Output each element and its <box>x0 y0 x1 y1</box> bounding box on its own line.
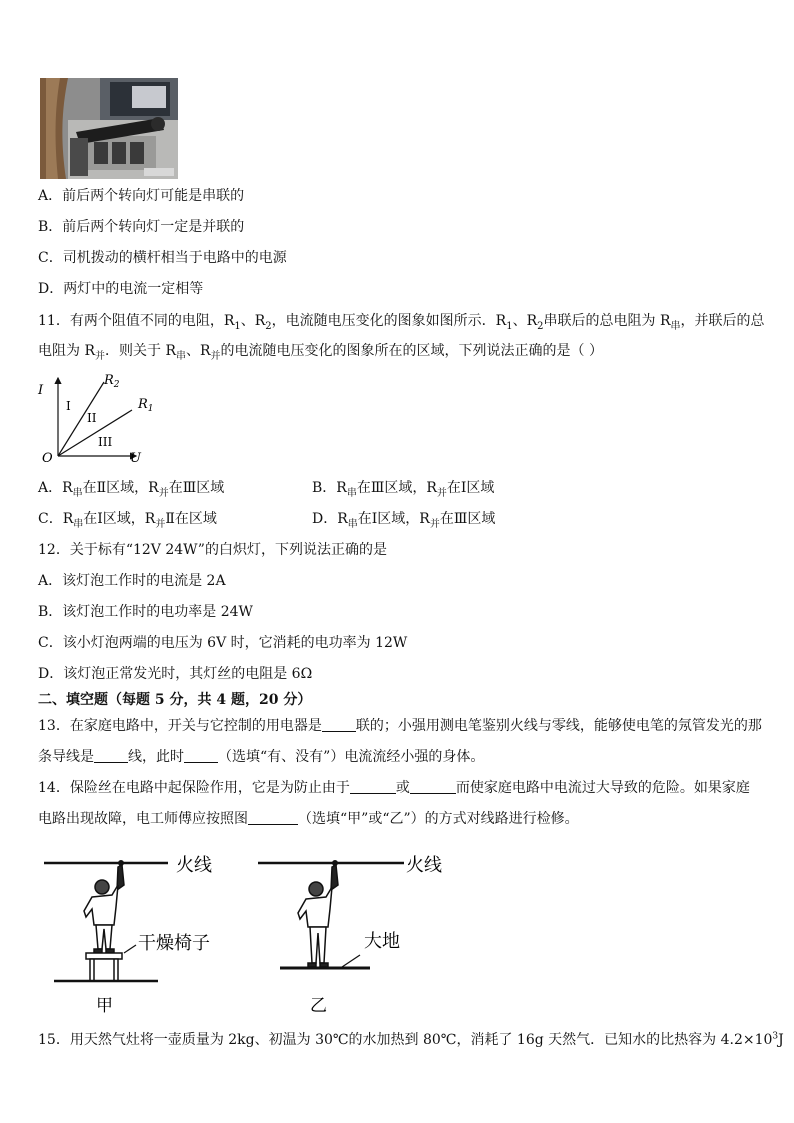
q10-option-b: B．前后两个转向灯一定是并联的 <box>38 219 245 235</box>
origin-label: O <box>42 451 53 466</box>
person-figure <box>84 865 124 953</box>
q14-blank-1[interactable] <box>350 779 396 794</box>
r2-label: $R_2$ <box>104 373 120 390</box>
live-wire-label: 火线 <box>406 855 442 876</box>
q13-blank-2[interactable] <box>94 748 128 763</box>
q15-stem: 15．用天然气灶将一壶质量为 2kg、初温为 30℃的水加热到 80℃，消耗了 16g 天然气．已知水的比热容为 $4.2\times 10^3J$ <box>38 1031 784 1048</box>
q11-option-d: D．$R_串$在Ⅰ区域，$R_并$在Ⅲ区域 <box>312 511 496 530</box>
q10-option-a: A．前后两个转向灯可能是串联的 <box>38 188 245 204</box>
turn-signal-stalk-photo <box>40 78 178 179</box>
figure-yi-caption: 乙 <box>310 996 327 1016</box>
q14-line2: 电路出现故障，电工师傅应按照图 （选填“甲”或“乙”）的方式对线路进行检修。 <box>38 811 579 827</box>
x-axis-label: U <box>130 451 141 466</box>
q14-blank-2[interactable] <box>410 779 456 794</box>
q13-blank-3[interactable] <box>184 748 218 763</box>
q12-stem: 12．关于标有“12V 24W”的白炽灯，下列说法正确的是 <box>38 542 387 558</box>
region-1-label: I <box>66 399 71 413</box>
region-2-label: II <box>87 411 97 425</box>
q14-blank-3[interactable] <box>248 810 298 825</box>
dry-chair-label: 干燥椅子 <box>138 933 210 954</box>
q11-stem-line1: 11．有两个阻值不同的电阻，$R_1$、$R_2$，电流随电压变化的图象如图所示．$R_1$、$R_2$串联后的总电阻为 $R_串$，并联后的总 <box>38 313 765 332</box>
ground-label: 大地 <box>364 931 400 952</box>
q11-option-b: B．$R_串$在Ⅲ区域，$R_并$在Ⅰ区域 <box>312 480 495 499</box>
y-axis-label: I <box>38 383 44 398</box>
q14-figure-yi <box>256 845 456 1017</box>
q12-option-a: A．该灯泡工作时的电流是 2A <box>38 573 226 589</box>
q11-stem-line2: 电阻为 $R_并$．则关于 $R_串$、$R_并$的电流随电压变化的图象所在的区域，下列说法正确的是（ ） <box>38 343 603 362</box>
q12-option-b: B．该灯泡工作时的电功率是 24W <box>38 604 253 620</box>
q13-blank-1[interactable] <box>322 717 356 732</box>
live-wire-label: 火线 <box>176 855 212 876</box>
q10-option-d: D．两灯中的电流一定相等 <box>38 281 204 297</box>
q13-line1: 13．在家庭电路中，开关与它控制的用电器是 联的；小强用测电笔鉴别火线与零线，能够使电笔的氖管发光的那 <box>38 718 762 734</box>
q14-figure-jia <box>40 845 240 1017</box>
q14-line1: 14．保险丝在电路中起保险作用，它是为防止由于 或 而使家庭电路中电流过大导致的危险。如果家庭 <box>38 780 750 796</box>
q10-option-c: C．司机拨动的横杆相当于电路中的电源 <box>38 250 287 266</box>
q12-option-d: D．该灯泡正常发光时，其灯丝的电阻是 6Ω <box>38 666 313 682</box>
dry-chair <box>86 953 122 981</box>
r1-label: $R_1$ <box>138 397 154 414</box>
car-interior-image <box>40 78 178 179</box>
q11-option-a: A．$R_串$在Ⅱ区域，$R_并$在Ⅲ区域 <box>38 480 225 499</box>
person-figure <box>298 865 338 967</box>
q12-option-c: C．该小灯泡两端的电压为 6V 时，它消耗的电功率为 12W <box>38 635 408 651</box>
region-3-label: III <box>98 435 113 449</box>
figure-jia-caption: 甲 <box>96 996 113 1016</box>
q11-iu-graph <box>34 370 164 466</box>
q11-option-c: C．$R_串$在Ⅰ区域，$R_并Ⅱ$在区域 <box>38 511 217 530</box>
q13-line2: 条导线是 线，此时 （选填“有、没有”）电流流经小强的身体。 <box>38 749 485 765</box>
section-fill-in-heading: 二、填空题（每题 5 分，共 4 题，20 分） <box>38 692 312 708</box>
